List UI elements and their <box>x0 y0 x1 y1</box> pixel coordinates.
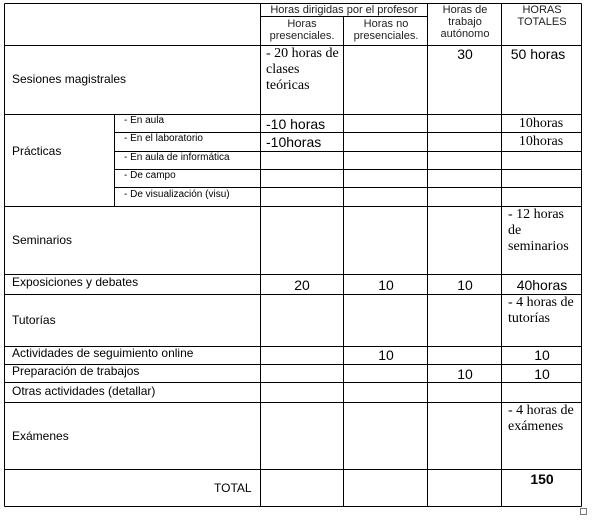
practicas-laboratorio-label: - En el laboratorio <box>124 133 203 144</box>
header-autonomo: Horas de trabajo autónomo <box>440 4 490 40</box>
practicas-laboratorio-total: 10horas <box>518 134 564 149</box>
practicas-informatica-label: - En aula de informática <box>124 152 230 163</box>
row-label-examenes: Exámenes <box>12 429 69 443</box>
preparacion-autonomo: 10 <box>457 366 473 382</box>
exposiciones-total: 40horas <box>516 277 568 293</box>
row-label-preparacion: Preparación de trabajos <box>12 364 140 378</box>
row-label-practicas: Prácticas <box>12 144 62 158</box>
header-no-presenciales: Horas no presenciales. <box>353 18 419 42</box>
practicas-aula-presenciales: -10 horas <box>266 116 326 132</box>
magistrales-total: 50 horas <box>510 46 566 62</box>
preparacion-total: 10 <box>534 366 550 382</box>
tutorias-total: - 4 horas de tutorías <box>508 295 574 326</box>
table-resize-handle[interactable] <box>580 508 587 515</box>
practicas-aula-total: 10horas <box>518 116 564 131</box>
header-totales: HORAS TOTALES <box>517 4 567 28</box>
row-label-tutorias: Tutorías <box>12 313 56 327</box>
exposiciones-autonomo: 10 <box>457 277 473 293</box>
exposiciones-no-presenciales: 10 <box>378 277 394 293</box>
examenes-total: - 4 horas de exámenes <box>508 403 574 434</box>
row-label-exposiciones: Exposiciones y debates <box>12 275 139 289</box>
total-value: 150 <box>530 471 554 487</box>
practicas-visualizacion-label: - De visualización (visu) <box>124 189 230 200</box>
practicas-aula-label: - En aula <box>124 115 165 126</box>
seguimiento-no-presenciales: 10 <box>378 347 394 363</box>
practicas-laboratorio-presenciales: -10horas <box>266 134 322 150</box>
header-group-label: Horas dirigidas por el profesor <box>270 4 418 16</box>
header-presenciales: Horas presenciales. <box>269 18 335 42</box>
seminarios-total: - 12 horas de seminarios <box>508 207 569 254</box>
row-label-magistrales: Sesiones magistrales <box>12 72 127 86</box>
row-label-seguimiento: Actividades de seguimiento online <box>12 346 194 360</box>
row-label-otras: Otras actividades (detallar) <box>12 384 156 398</box>
exposiciones-presenciales: 20 <box>294 277 310 293</box>
magistrales-presenciales: - 20 horas de clases teóricas <box>266 46 339 93</box>
row-label-seminarios: Seminarios <box>12 233 73 247</box>
total-label: TOTAL <box>214 481 252 495</box>
magistrales-autonomo: 30 <box>457 46 473 62</box>
practicas-campo-label: - De campo <box>124 170 176 181</box>
seguimiento-total: 10 <box>534 347 550 363</box>
